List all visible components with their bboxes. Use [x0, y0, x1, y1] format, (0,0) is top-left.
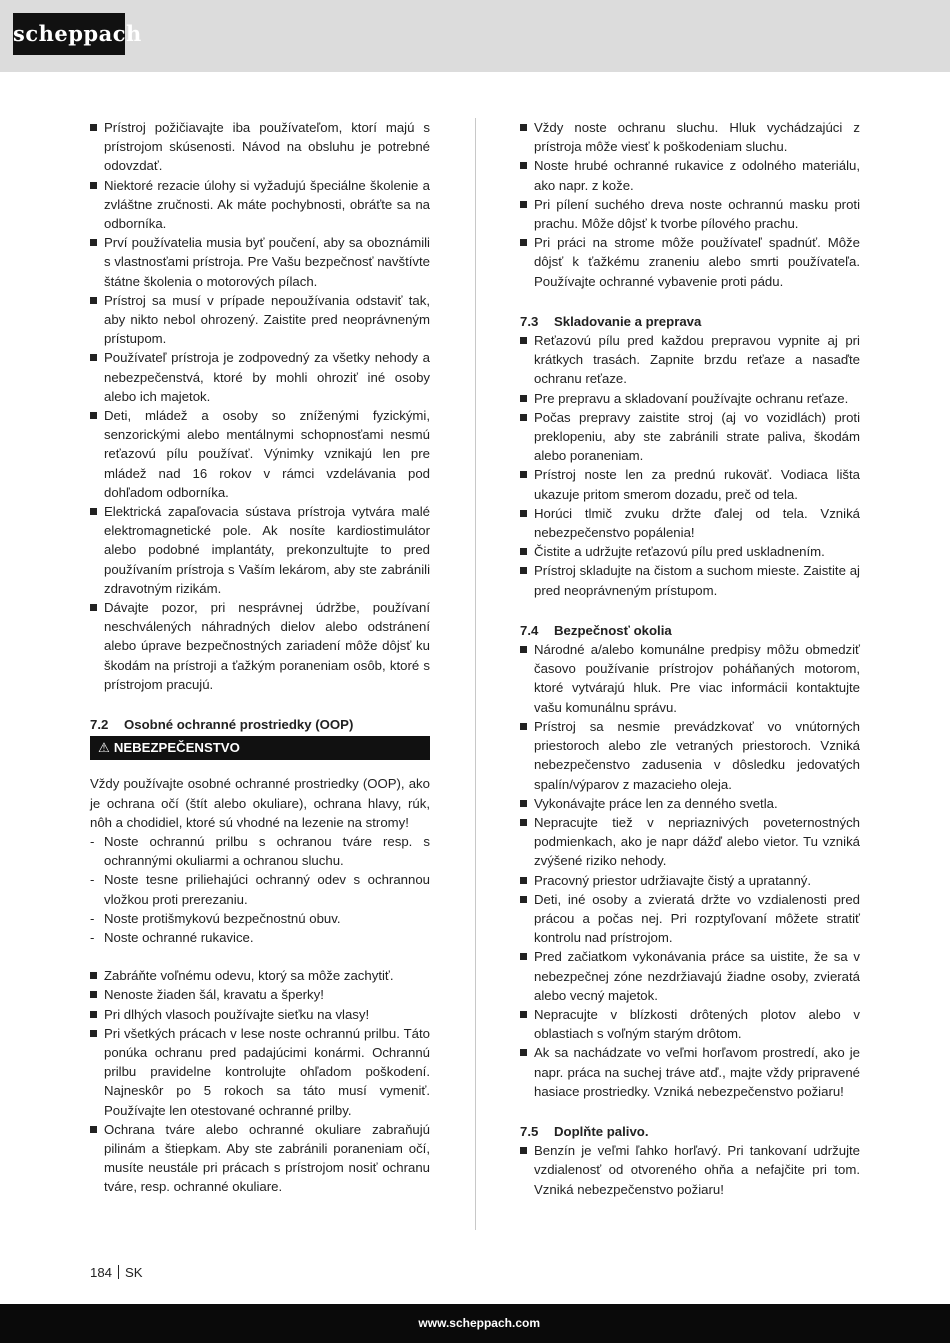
ppe-dash-list: [90, 832, 430, 947]
section-number: 7.4: [520, 622, 539, 638]
section-title: Bezpečnosť okolia: [554, 622, 672, 638]
list-item: - Noste protišmykovú bezpečnostnú obuv.: [90, 909, 430, 928]
list-item: Reťazovú pílu pred každou prepravou vypnite aj pri krátkych trasách. Zapnite brzdu reťaze a nasaďte ochranu reťaze.: [520, 331, 860, 389]
website-url[interactable]: www.scheppach.com: [418, 1316, 540, 1330]
list-item: Elektrická zapaľovacia sústava prístroja vytvára malé elektromagnetické pole. Ak nosíte kardiostimulátor alebo podobné implantáty, prekonzultujte to pred používaním prístroja s Vaším lekárom, aby ste zabránili zdravotným rizikám.: [90, 502, 430, 598]
list-item: Národné a/alebo komunálne predpisy môžu obmedziť časovo používanie prístrojov poháňaných motorom, ktoré vytvárajú hluk. Pre viac informácii kontaktujte vašu komunálnu správu.: [520, 640, 860, 717]
list-item: Benzín je veľmi ľahko horľavý. Pri tankovaní udržujte vzdialenosť od otvoreného ohňa a nefajčite pri tom. Vzniká nebezpečenstvo požiaru!: [520, 1141, 860, 1199]
section-title: Skladovanie a preprava: [554, 313, 702, 329]
section-heading-7-2: [90, 715, 430, 734]
list-item: - Noste tesne priliehajúci ochranný odev s ochrannou vložkou proti prerezaniu.: [90, 870, 430, 908]
list-item: Niektoré rezacie úlohy si vyžadujú špeciálne školenie a zvláštne zručnosti. Ak máte pochybnosti, obráťte sa na odborníka.: [90, 176, 430, 234]
danger-label: NEBEZPEČENSTVO: [113, 740, 240, 756]
environment-safety-list: [520, 640, 860, 1101]
page-number: 184: [90, 1265, 113, 1280]
footer-bar: [0, 1304, 950, 1343]
language-code: SK: [125, 1265, 143, 1280]
list-item: Horúci tlmič zvuku držte ďalej od tela. Vzniká nebezpečenstvo popálenia!: [520, 504, 860, 542]
page-footer-label: [90, 1265, 143, 1280]
section-number: 7.3: [520, 313, 539, 329]
list-item: Pri dlhých vlasoch používajte sieťku na vlasy!: [90, 1005, 430, 1024]
section-heading-7-4: [520, 621, 860, 640]
list-item: Zabráňte voľnému odevu, ktorý sa môže zachytiť.: [90, 966, 430, 985]
list-item: Nenoste žiaden šál, kravatu a šperky!: [90, 985, 430, 1004]
list-item: Čistite a udržujte reťazovú pílu pred uskladnením.: [520, 542, 860, 561]
list-item: Deti, iné osoby a zvieratá držte vo vzdialenosti pred prácou a počas nej. Pri rozptyľovaní môžete stratiť kontrolu nad prístrojom.: [520, 890, 860, 948]
footer-separator: [118, 1265, 119, 1279]
warning-triangle-icon: ⚠: [98, 740, 110, 756]
storage-list: [520, 331, 860, 600]
section-title: Doplňte palivo.: [554, 1123, 649, 1139]
list-item: Noste hrubé ochranné rukavice z odolného materiálu, ako napr. z kože.: [520, 156, 860, 194]
section-number: 7.2: [90, 717, 109, 733]
section-number: 7.5: [520, 1123, 539, 1139]
list-item: Nepracujte tiež v nepriaznivých poveternostných podmienkach, ako je napr dážď alebo vietor. Tu vzniká zvýšené riziko nehody.: [520, 813, 860, 871]
column-divider: [475, 118, 476, 1230]
list-item: Prístroj sa musí v prípade nepoužívania odstaviť tak, aby nikto nebol ohrozený. Zaistite pred neoprávneným prístupom.: [90, 291, 430, 349]
scheppach-logo: scheppach: [13, 13, 125, 55]
ppe-list: [90, 966, 430, 1196]
right-column: [520, 118, 860, 1199]
danger-banner: [90, 736, 430, 760]
section-heading-7-3: [520, 312, 860, 331]
list-item: Prístroj skladujte na čistom a suchom mieste. Zaistite aj pred neoprávneným prístupom.: [520, 561, 860, 599]
list-item: Dávajte pozor, pri nesprávnej údržbe, používaní neschválených náhradných dielov alebo odstránení alebo úprave bezpečnostných zariadení môže dôjsť ku škodám na prístroji a ťažkým poraneniam osôb, ktoré s prístrojom pracujú.: [90, 598, 430, 694]
list-item: Pre prepravu a skladovaní používajte ochranu reťaze.: [520, 389, 860, 408]
list-item: Vždy noste ochranu sluchu. Hluk vychádzajúci z prístroja môže viesť k poškodeniam sluchu.: [520, 118, 860, 156]
safety-list-intro-left: [90, 118, 430, 694]
list-item: Pracovný priestor udržiavajte čistý a upratanný.: [520, 871, 860, 890]
section-heading-7-5: [520, 1122, 860, 1141]
safety-list-intro-right: [520, 118, 860, 291]
list-item: Počas prepravy zaistite stroj (aj vo vozidlách) proti preklopeniu, aby ste zabránili strate paliva, škodám alebo poraneniam.: [520, 408, 860, 466]
list-item: Nepracujte v blízkosti drôtených plotov alebo v oblastiach s voľným starým drôtom.: [520, 1005, 860, 1043]
list-item: Prístroj sa nesmie prevádzkovať vo vnútorných priestoroch alebo zle vetraných priestoroch. Vzniká nebezpečenstvo zadusenia v dôsledku jedovatých spalín/výparov z mazacieho oleja.: [520, 717, 860, 794]
refuel-list: [520, 1141, 860, 1199]
list-item: Deti, mládež a osoby so zníženými fyzickými, senzorickými alebo mentálnymi schopnosťami nesmú reťazovú pílu používať. Výnimky vznikajú len pre mládež nad 16 rokov v rámci vzdelávania pod dohľadom odborníka.: [90, 406, 430, 502]
list-item: Používateľ prístroja je zodpovedný za všetky nehody a nebezpečenstvá, ktoré by mohli ohroziť iné osoby alebo ich majetok.: [90, 348, 430, 406]
section-title: Osobné ochranné prostriedky (OOP): [124, 717, 354, 733]
list-item: Pri práci na strome môže používateľ spadnúť. Môže dôjsť k ťažkému zraneniu alebo smrti používateľa. Používajte ochranné vybavenie proti pádu.: [520, 233, 860, 291]
list-item: - Noste ochranné rukavice.: [90, 928, 430, 947]
list-item: Pri pílení suchého dreva noste ochrannú masku proti prachu. Môže dôjsť k tvorbe pílového prachu.: [520, 195, 860, 233]
page-header: [0, 0, 950, 72]
list-item: Vykonávajte práce len za denného svetla.: [520, 794, 860, 813]
list-item: Ochrana tváre alebo ochranné okuliare zabraňujú pilinám a štiepkam. Aby ste zabránili poraneniam očí, musíte neustále pri prácach s prístrojom nosiť ochranu tváre, resp. ochranné okuliare.: [90, 1120, 430, 1197]
list-item: Prví používatelia musia byť poučení, aby sa oboznámili s vlastnosťami prístroja. Pre Vašu bezpečnosť navštívte štátne školenia o motorových pílach.: [90, 233, 430, 291]
left-column: [90, 118, 430, 1197]
ppe-paragraph: Vždy používajte osobné ochranné prostriedky (OOP), ako je ochrana očí (štít alebo okuliare), ochrana hlavy, rúk, nôh a chodidiel, ktoré sú vhodné na lezenie na stromy!: [90, 776, 430, 830]
list-item: Prístroj požičiavajte iba používateľom, ktorí majú s prístrojom skúsenosti. Návod na obsluhu je potrebné odovzdať.: [90, 118, 430, 176]
list-item: Prístroj noste len za prednú rukoväť. Vodiaca lišta ukazuje pritom smerom dozadu, preč od tela.: [520, 465, 860, 503]
list-item: Pred začiatkom vykonávania práce sa uistite, že sa v nebezpečnej zóne nezdržiavajú žiadne osoby, zvieratá alebo vecný majetok.: [520, 947, 860, 1005]
list-item: - Noste ochrannú prilbu s ochranou tváre resp. s ochrannými okuliarmi a ochranou sluchu.: [90, 832, 430, 870]
list-item: Ak sa nachádzate vo veľmi horľavom prostredí, ako je napr. práca na suchej tráve atď., majte vždy pripravené hasiace prostriedky. Vzniká nebezpečenstvo požiaru!: [520, 1043, 860, 1101]
list-item: Pri všetkých prácach v lese noste ochrannú prilbu. Táto ponúka ochranu pred padajúcimi konármi. Ochrannú prilbu pravidelne kontrolujte ohľadom poškodení. Najneskôr po 5 rokoch sa táto musí vymeniť. Používajte len otestované ochranné prilby.: [90, 1024, 430, 1120]
